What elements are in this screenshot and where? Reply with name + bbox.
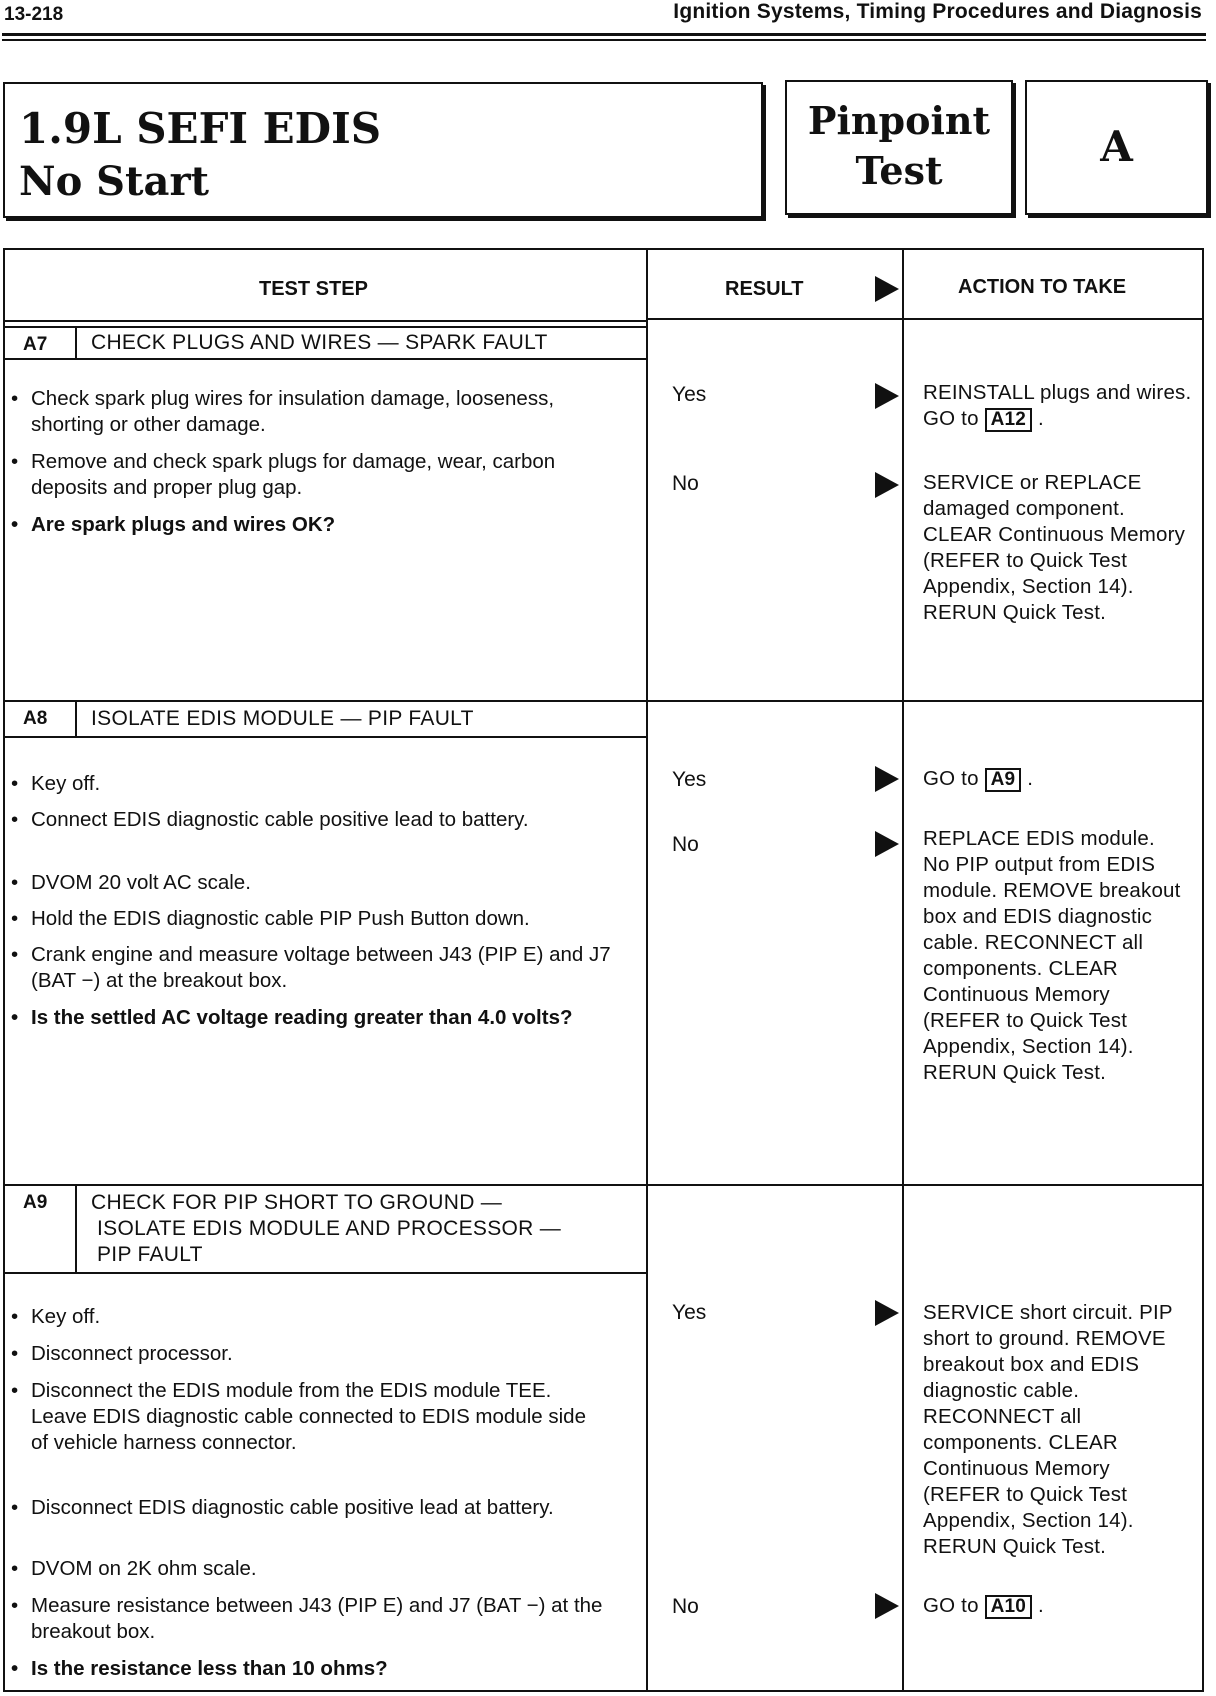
pinpoint-box — [785, 80, 1013, 215]
step-question: • Are spark plugs and wires OK? — [31, 512, 621, 538]
section-title: Ignition Systems, Timing Procedures and Diagnosis — [673, 0, 1202, 23]
step-bullet: • DVOM 20 volt AC scale. — [31, 870, 621, 896]
step-bullet: • Disconnect processor. — [31, 1341, 621, 1367]
arrow-icon — [875, 766, 899, 792]
step-bullet: • DVOM on 2K ohm scale. — [31, 1556, 621, 1582]
test-subtitle: No Start — [19, 158, 209, 205]
action-end: . — [1037, 1594, 1044, 1617]
action-end: . — [1027, 767, 1034, 790]
step-title-line: PIP FAULT — [97, 1243, 203, 1266]
header-rule — [2, 33, 1206, 36]
step-number: A7 — [5, 328, 77, 358]
arrow-icon — [875, 1593, 899, 1619]
step-title: ISOLATE EDIS MODULE — PIP FAULT — [91, 707, 474, 730]
action-text — [923, 1593, 1193, 1619]
action-text — [923, 766, 1193, 792]
action-end: . — [1037, 407, 1044, 430]
step-title-line: ISOLATE EDIS MODULE AND PROCESSOR — — [97, 1217, 562, 1240]
step-question: • Is the resistance less than 10 ohms? — [31, 1656, 621, 1682]
action-text — [923, 380, 1193, 432]
header-divider — [5, 320, 646, 322]
test-title: 1.9L SEFI EDIS — [19, 104, 382, 153]
column-header-test-step: TEST STEP — [259, 278, 368, 300]
column-divider — [646, 250, 648, 1690]
pinpoint-table — [3, 248, 1204, 1692]
arrow-icon — [875, 383, 899, 409]
arrow-icon — [875, 276, 899, 302]
arrow-icon — [875, 1300, 899, 1326]
result-no: No — [672, 833, 699, 856]
step-question: • Is the settled AC voltage reading greater than 4.0 volts? — [31, 1005, 621, 1031]
step-header-a9 — [5, 1186, 646, 1274]
result-no: No — [672, 472, 699, 495]
result-yes: Yes — [672, 768, 707, 791]
test-letter: A — [1100, 122, 1133, 171]
arrow-icon — [875, 472, 899, 498]
step-bullet: • Disconnect the EDIS module from the EDIS module TEE. Leave EDIS diagnostic cable connected to EDIS module side of vehicle harness connector. — [31, 1378, 591, 1456]
step-title: CHECK PLUGS AND WIRES — SPARK FAULT — [91, 331, 548, 354]
result-yes: Yes — [672, 383, 707, 406]
step-bullet: • Measure resistance between J43 (PIP E) and J7 (BAT −) at the breakout box. — [31, 1593, 621, 1645]
header-divider — [646, 318, 1202, 320]
action-text: SERVICE or REPLACE damaged component. CLEAR Continuous Memory (REFER to Quick Test Appendix, Section 14). RERUN Quick Test. — [923, 471, 1186, 624]
action-text: GO to — [923, 1594, 979, 1617]
step-bullet: • Disconnect EDIS diagnostic cable positive lead at battery. — [31, 1495, 621, 1521]
pinpoint-label: Pinpoint — [807, 98, 991, 143]
page-number: 13-218 — [4, 4, 64, 25]
test-letter-box — [1025, 80, 1208, 215]
arrow-icon — [875, 831, 899, 857]
step-header-a8 — [5, 702, 646, 738]
row-divider — [5, 326, 646, 328]
column-header-action: ACTION TO TAKE — [958, 276, 1127, 298]
step-bullet: • Connect EDIS diagnostic cable positive lead to battery. — [31, 807, 621, 833]
action-text: REINSTALL plugs and wires. GO to — [923, 381, 1192, 430]
step-bullet: • Key off. — [31, 1304, 621, 1330]
step-bullet: • Key off. — [31, 771, 621, 797]
step-header-a7 — [5, 328, 646, 360]
test-title-box — [3, 82, 763, 218]
step-reference: A10 — [985, 1595, 1032, 1619]
test-label: Test — [855, 148, 943, 193]
header-rule-thin — [2, 39, 1206, 41]
action-text: SERVICE short circuit. PIP short to ground. REMOVE breakout box and EDIS diagnostic cable. RECONNECT all components. CLEAR Continuous Memory (REFER to Quick Test Appendix, Section 14). RERUN Quick Test. — [923, 1301, 1173, 1558]
step-title-line: CHECK FOR PIP SHORT TO GROUND — — [91, 1191, 503, 1214]
step-reference: A9 — [985, 768, 1022, 792]
step-number: A8 — [5, 702, 77, 736]
column-header-result: RESULT — [725, 278, 804, 300]
step-bullet: • Hold the EDIS diagnostic cable PIP Push Button down. — [31, 906, 621, 932]
result-no: No — [672, 1595, 699, 1618]
step-bullet: • Crank engine and measure voltage between J43 (PIP E) and J7 (BAT −) at the breakout box. — [31, 942, 621, 994]
action-text: REPLACE EDIS module. No PIP output from EDIS module. REMOVE breakout box and EDIS diagnostic cable. RECONNECT all components. CLEAR Continuous Memory (REFER to Quick Test Appendix, Section 14). RERUN Quick Test. — [923, 827, 1181, 1084]
action-text: GO to — [923, 767, 979, 790]
result-yes: Yes — [672, 1301, 707, 1324]
step-bullet: • Check spark plug wires for insulation damage, looseness, shorting or other damage. — [31, 386, 621, 438]
step-number: A9 — [5, 1186, 77, 1272]
column-divider — [902, 250, 904, 1690]
step-reference: A12 — [985, 408, 1032, 432]
step-bullet: • Remove and check spark plugs for damage, wear, carbon deposits and proper plug gap. — [31, 449, 621, 501]
